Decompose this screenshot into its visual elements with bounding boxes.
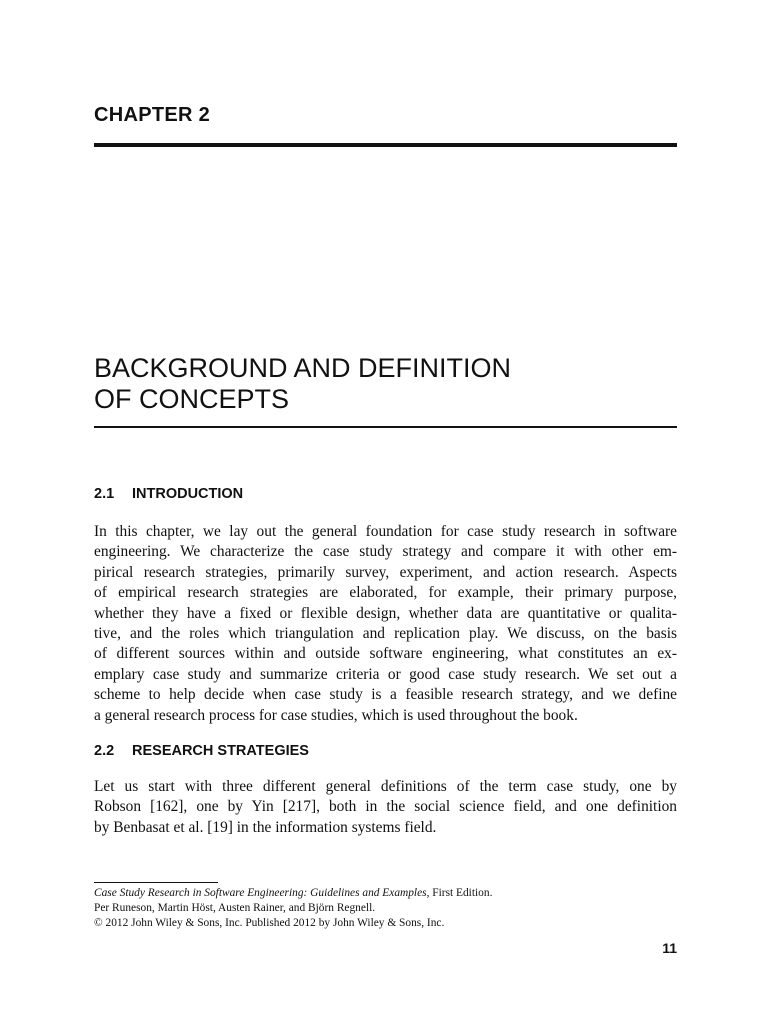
footnote-rule <box>94 882 218 883</box>
paragraph-line: pirical research strategies, primarily survey, experiment, and action research. Aspects <box>94 563 677 581</box>
chapter-title <box>94 353 677 415</box>
book-title: Case Study Research in Software Engineering: Guidelines and Examples <box>94 887 427 899</box>
section-heading-research-strategies <box>94 743 309 759</box>
section-number: 2.2 <box>94 743 115 759</box>
section-number: 2.1 <box>94 486 115 502</box>
section-heading-introduction <box>94 486 243 502</box>
chapter-rule <box>94 143 677 147</box>
paragraph-line: emplary case study and summarize criteria or good case study research. We set out a <box>94 665 677 683</box>
chapter-title-line: OF CONCEPTS <box>94 384 290 414</box>
footnote-authors: Per Runeson, Martin Höst, Austen Rainer, and Björn Regnell. <box>94 902 376 914</box>
paragraph-line: by Benbasat et al. [19] in the information systems field. <box>94 818 437 836</box>
paragraph-line: scheme to help decide when case study is a feasible research strategy, and we define <box>94 686 677 704</box>
paragraph-line: Let us start with three different general definitions of the term case study, one by <box>94 778 677 795</box>
paragraph-line: Robson [162], one by Yin [217], both in the social science field, and one definition <box>94 798 677 816</box>
paragraph-line: of different sources within and outside software engineering, what constitutes an ex- <box>94 645 677 663</box>
footnote-copyright: © 2012 John Wiley & Sons, Inc. Published 2012 by John Wiley & Sons, Inc. <box>94 917 445 929</box>
paragraph-line: engineering. We characterize the case study strategy and compare it with other em- <box>94 543 677 561</box>
footnote-book-line <box>94 886 677 901</box>
section-title: INTRODUCTION <box>132 486 244 502</box>
paragraph-line: of empirical research strategies are elaborated, for example, their primary purpose, <box>94 584 677 602</box>
paragraph-line: whether they have a fixed or flexible design, whether data are quantitative or qualita- <box>94 604 677 622</box>
page-number: 11 <box>662 940 677 956</box>
book-edition: , First Edition. <box>426 887 493 899</box>
footnote <box>94 886 677 931</box>
paragraph-line: a general research process for case studies, which is used throughout the book. <box>94 706 578 724</box>
chapter-title-line: BACKGROUND AND DEFINITION <box>94 353 512 383</box>
title-rule <box>94 426 677 428</box>
section-title: RESEARCH STRATEGIES <box>132 743 309 759</box>
chapter-label: CHAPTER 2 <box>94 104 211 126</box>
paragraph-line: tive, and the roles which triangulation and replication play. We discuss, on the basis <box>94 625 677 643</box>
research-strategies-paragraph <box>94 777 677 838</box>
introduction-paragraph <box>94 522 677 726</box>
paragraph-line: In this chapter, we lay out the general foundation for case study research in software <box>94 523 677 540</box>
